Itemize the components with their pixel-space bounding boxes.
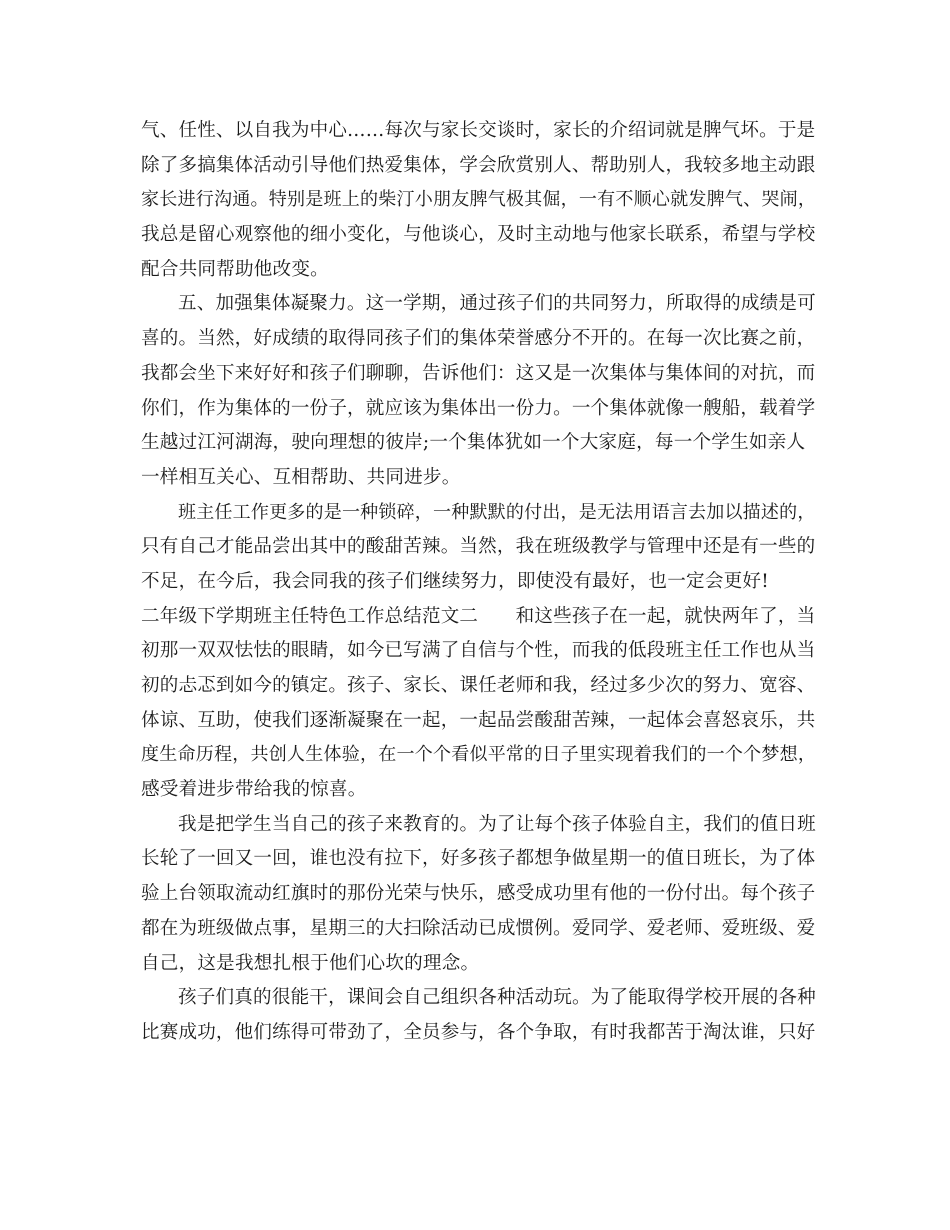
text-line: 你们，作为集体的一份子，就应该为集体出一份力。一个集体就像一艘船，载着学 [141,397,816,419]
text-line: 配合共同帮助他改变。 [141,258,329,280]
text-line: 我是把学生当自己的孩子来教育的。为了让每个孩子体验自主，我们的值日班 [178,813,816,835]
text-line: 不足，在今后，我会同我的孩子们继续努力，即使没有最好，也一定会更好! [141,570,769,592]
text-line: 我都会坐下来好好和孩子们聊聊，告诉他们：这又是一次集体与集体间的对抗，而 [141,362,816,384]
text-line: 都在为班级做点事，星期三的大扫除活动已成惯例。爱同学、爱老师、爱班级、爱 [141,917,816,939]
text-line: 生越过江河湖海，驶向理想的彼岸;一个集体犹如一个大家庭，每一个学生如亲人 [141,432,806,454]
text-line: 自己，这是我想扎根于他们心坎的理念。 [141,952,480,974]
text-line: 体谅、互助，使我们逐渐凝聚在一起，一起品尝酸甜苦辣，一起体会喜怒哀乐，共 [141,709,816,731]
text-line: 比赛成功，他们练得可带劲了，全员参与，各个争取，有时我都苦于淘汰谁，只好 [141,1021,816,1043]
text-line: 长轮了一回又一回，谁也没有拉下，好多孩子都想争做星期一的值日班长，为了体 [141,848,816,870]
text-line: 只有自己才能品尝出其中的酸甜苦辣。当然，我在班级教学与管理中还是有一些的 [141,536,816,558]
body-text [141,114,816,1051]
text-line: 验上台领取流动红旗时的那份光荣与快乐，感受成功里有他的一份付出。每个孩子 [141,883,816,905]
text-line: 我总是留心观察他的细小变化，与他谈心，及时主动地与他家长联系，希望与学校 [141,224,816,246]
text-line: 初的忐忑到如今的镇定。孩子、家长、课任老师和我，经过多少次的努力、宽容、 [141,675,816,696]
text-line: 度生命历程，共创人生体验，在一个个看似平常的日子里实现着我们的一个个梦想， [141,744,816,766]
text-line: 孩子们真的很能干，课间会自己组织各种活动玩。为了能取得学校开展的各种 [178,987,816,1009]
text-line: 感受着进步带给我的惊喜。 [141,779,367,801]
text-line: 五、加强集体凝聚力。这一学期，通过孩子们的共同努力，所取得的成绩是可 [178,293,816,315]
text-line: 一样相互关心、互相帮助、共同进步。 [141,466,461,488]
text-line: 初那一双双怯怯的眼睛，如今已写满了自信与个性，而我的低段班主任工作也从当 [141,640,816,662]
text-line: 家长进行沟通。特别是班上的柴汀小朋友脾气极其倔，一有不顺心就发脾气、哭闹， [141,189,816,211]
text-line: 气、任性、以自我为中心……每次与家长交谈时，家长的介绍词就是脾气坏。于是 [141,120,816,141]
text-line: 喜的。当然，好成绩的取得同孩子们的集体荣誉感分不开的。在每一次比赛之前， [141,328,816,350]
text-line: 班主任工作更多的是一种锁碎，一种默默的付出，是无法用语言去加以描述的， [178,501,816,523]
text-line: 除了多搞集体活动引导他们热爱集体，学会欣赏别人、帮助别人，我较多地主动跟 [141,154,816,176]
text-line: 二年级下学期班主任特色工作总结范文二 和这些孩子在一起，就快两年了，当 [141,605,816,627]
